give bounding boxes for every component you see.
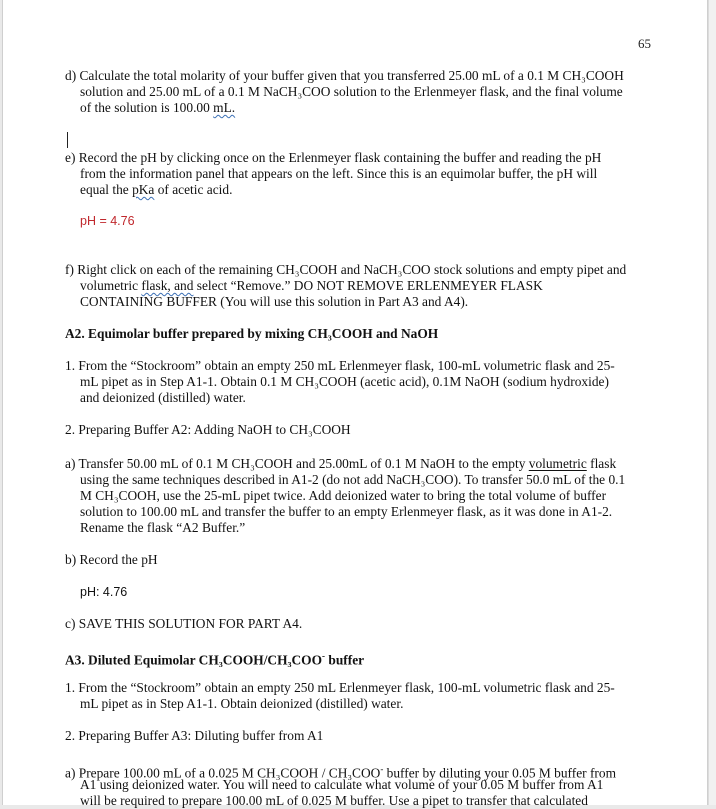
step-f-line-2 bbox=[80, 278, 543, 294]
a2-a-line-1 bbox=[65, 456, 616, 472]
a3-step1-line-2: mL pipet as in Step A1-1. Obtain deionized (distilled) water. bbox=[80, 696, 404, 711]
a2-a-line-2: using the same techniques described in A1-2 (do not add NaCH₃COO). To transfer 50.0 mL of the 0.1 bbox=[80, 472, 626, 487]
a2-a-line-1-post: flask bbox=[586, 456, 617, 471]
a3-heading-post: buffer bbox=[325, 652, 365, 668]
underlined-word: volumetric bbox=[528, 456, 587, 471]
step-f-line-3: CONTAINING BUFFER (You will use this solution in Part A3 and A4). bbox=[80, 294, 469, 309]
a2-a-line-4: solution to 100.00 mL and transfer the buffer to an empty Erlenmeyer flask, as it was done in A1-2. bbox=[80, 504, 613, 519]
page-number: 65 bbox=[638, 36, 651, 51]
step-e-line-3-pre: equal the bbox=[80, 182, 133, 197]
a3-a-line-3: will be required to prepare 100.00 mL of 0.025 M buffer. Use a pipet to transfer that calculated bbox=[80, 793, 588, 808]
a3-step1-line-1: 1. From the “Stockroom” obtain an empty 250 mL Erlenmeyer flask, 100-mL volumetric flask and 25- bbox=[65, 680, 615, 695]
a2-step1-line-1: 1. From the “Stockroom” obtain an empty 250 mL Erlenmeyer flask, 100-mL volumetric flask and 25- bbox=[65, 358, 615, 373]
step-e-answer: pH = 4.76 bbox=[80, 214, 135, 228]
section-a2-heading: A2. Equimolar buffer prepared by mixing CH₃COOH and NaOH bbox=[65, 326, 439, 341]
step-e-line-2: from the information panel that appears on the left. Since this is an equimolar buffer, the pH will bbox=[80, 166, 598, 181]
a2-step1-line-2: mL pipet as in Step A1-1. Obtain 0.1 M CH₃COOH (acetic acid), 0.1M NaOH (sodium hydroxide) bbox=[80, 374, 609, 389]
a3-heading-sup: - bbox=[322, 651, 326, 661]
step-d-line-3 bbox=[80, 100, 235, 116]
a2-b: b) Record the pH bbox=[65, 552, 158, 567]
text-cursor bbox=[67, 132, 68, 148]
window-edge bbox=[708, 0, 716, 805]
step-f-line-2-post: select “Remove.” DO NOT REMOVE ERLENMEYER FLASK bbox=[193, 278, 543, 293]
step-e-line-3-post: of acetic acid. bbox=[154, 182, 233, 197]
section-a3-heading bbox=[65, 648, 364, 668]
a3-a-line-1-pre: a) Prepare 100.00 mL of a 0.025 M CH₃COOH / CH₃COO bbox=[65, 765, 381, 781]
a3-a-line-1-sup: - bbox=[380, 764, 384, 774]
step-e-line-1: e) Record the pH by clicking once on the Erlenmeyer flask containing the buffer and reading the pH bbox=[65, 150, 602, 165]
a2-c: c) SAVE THIS SOLUTION FOR PART A4. bbox=[65, 616, 303, 631]
a3-a-line-2: A1 using deionized water. You will need to calculate what volume of your 0.05 M buffer from A1 bbox=[80, 777, 604, 792]
a3-a-line-1-post: buffer by diluting your 0.05 M buffer from bbox=[383, 765, 617, 781]
step-f-line-1: f) Right click on each of the remaining CH₃COOH and NaCH₃COO stock solutions and empty pipet and bbox=[65, 262, 627, 277]
step-f-line-2-pre: volumetric bbox=[80, 278, 142, 293]
a2-a-line-3: M CH₃COOH, use the 25-mL pipet twice. Add deionized water to bring the total volume of buffer bbox=[80, 488, 607, 503]
a2-a-line-5: Rename the flask “A2 Buffer.” bbox=[80, 520, 246, 535]
step-d-line-1: d) Calculate the total molarity of your buffer given that you transferred 25.00 mL of a 0.1 M CH₃COOH bbox=[65, 68, 624, 83]
a2-a-line-1-pre: a) Transfer 50.00 mL of 0.1 M CH₃COOH and 25.00mL of 0.1 M NaOH to the empty bbox=[65, 456, 529, 471]
a3-heading-pre: A3. Diluted Equimolar CH₃COOH/CH₃COO bbox=[65, 652, 323, 668]
step-d-line-2: solution and 25.00 mL of a 0.1 M NaCH₃COO solution to the Erlenmeyer flask, and the final volume bbox=[80, 84, 623, 99]
spellcheck-underline: mL. bbox=[213, 100, 236, 115]
step-e-line-3 bbox=[80, 182, 232, 198]
a2-b-answer: pH: 4.76 bbox=[80, 585, 128, 599]
a3-step2: 2. Preparing Buffer A3: Diluting buffer from A1 bbox=[65, 728, 324, 743]
document-page bbox=[2, 0, 708, 808]
a2-step1-line-3: and deionized (distilled) water. bbox=[80, 390, 246, 405]
spellcheck-underline: flask, and bbox=[141, 278, 194, 293]
step-d-line-3-text: of the solution is 100.00 bbox=[80, 100, 214, 115]
spellcheck-underline: pKa bbox=[132, 182, 155, 197]
a2-step2: 2. Preparing Buffer A2: Adding NaOH to CH₃COOH bbox=[65, 422, 351, 437]
